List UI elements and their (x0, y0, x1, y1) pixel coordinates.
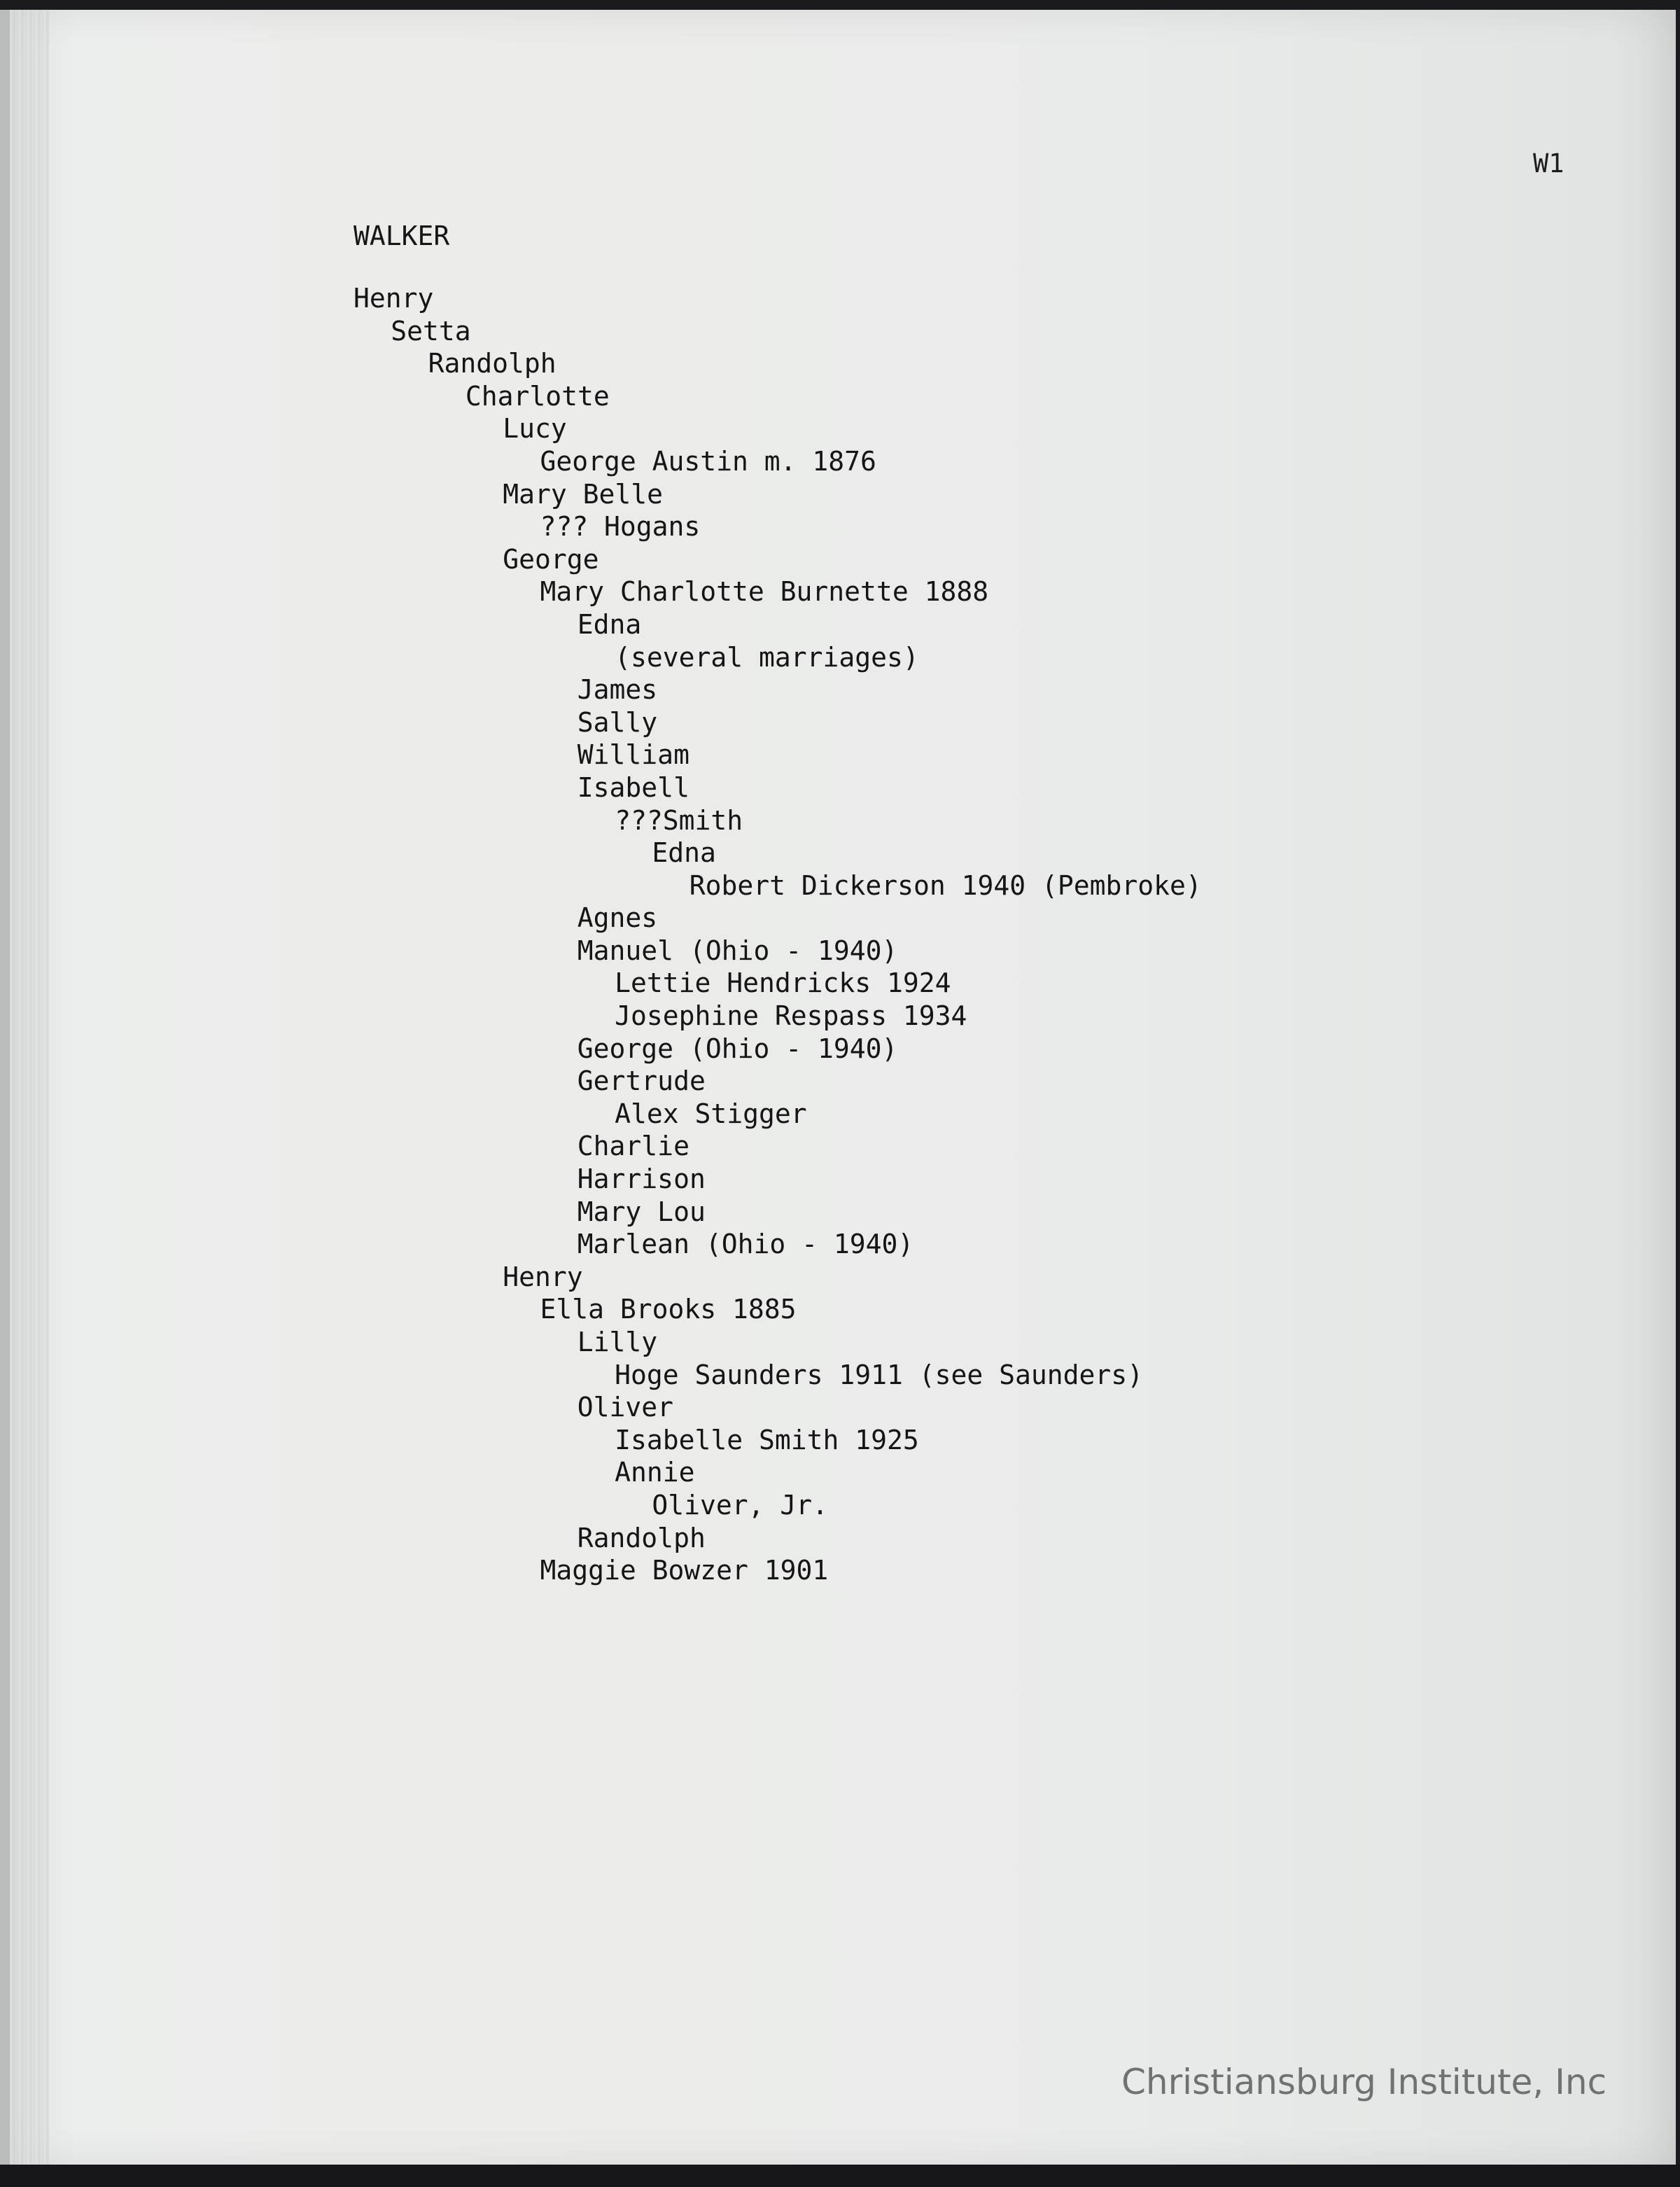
tree-entry: Mary Belle (503, 478, 663, 510)
tree-entry: Charlie (577, 1131, 690, 1162)
tree-entry: Hoge Saunders 1911 (see Saunders) (615, 1359, 1144, 1390)
tree-entry: George Austin m. 1876 (540, 445, 876, 477)
tree-entry: Setta (391, 315, 471, 347)
tree-entry: ???Smith (615, 804, 743, 836)
tree-entry: Isabell (577, 771, 690, 803)
tree-entry: Lilly (577, 1327, 658, 1357)
tree-entry: George (503, 543, 599, 575)
tree-entry: Randolph (428, 348, 556, 379)
tree-entry: Sally (577, 706, 658, 738)
tree-entry: (several marriages) (615, 641, 919, 673)
tree-entry: George (Ohio - 1940) (577, 1033, 898, 1064)
tree-entry: Charlotte (465, 380, 610, 412)
tree-entry: Isabelle Smith 1925 (615, 1424, 919, 1455)
family-tree (354, 282, 1202, 1587)
scanner-bottom-band (0, 2165, 1680, 2187)
binding-spine (0, 10, 10, 2165)
tree-entry: Oliver, Jr. (652, 1489, 829, 1521)
tree-entry: Mary Charlotte Burnette 1888 (540, 576, 989, 608)
tree-entry: James (577, 674, 658, 706)
tree-entry: Oliver (577, 1392, 674, 1423)
tree-entry: Josephine Respass 1934 (615, 1000, 967, 1032)
tree-entry: Edna (652, 837, 716, 869)
tree-entry: Edna (577, 608, 642, 640)
tree-entry: Mary Lou (577, 1196, 706, 1227)
page-number: W1 (1533, 148, 1564, 179)
tree-entry: Gertrude (577, 1065, 706, 1097)
watermark: Christiansburg Institute, Inc (1121, 2062, 1607, 2102)
tree-entry: Lettie Hendricks 1924 (615, 967, 951, 999)
tree-entry: Annie (615, 1457, 695, 1488)
tree-entry: Alex Stigger (615, 1098, 807, 1129)
tree-entry: Ella Brooks 1885 (540, 1294, 797, 1325)
tree-entry: Henry (503, 1261, 583, 1292)
tree-entry: Manuel (Ohio - 1940) (577, 935, 898, 966)
tree-entry: ??? Hogans (540, 511, 701, 543)
tree-entry: Randolph (577, 1522, 706, 1553)
tree-entry: Robert Dickerson 1940 (Pembroke) (689, 869, 1202, 901)
tree-entry: Henry (354, 283, 434, 314)
tree-entry: Lucy (503, 413, 567, 445)
tree-entry: William (577, 739, 690, 771)
tree-entry: Agnes (577, 902, 658, 934)
family-heading: WALKER (354, 221, 450, 251)
tree-entry: Marlean (Ohio - 1940) (577, 1229, 914, 1260)
tree-entry: Harrison (577, 1164, 706, 1195)
tree-entry: Maggie Bowzer 1901 (540, 1555, 829, 1586)
